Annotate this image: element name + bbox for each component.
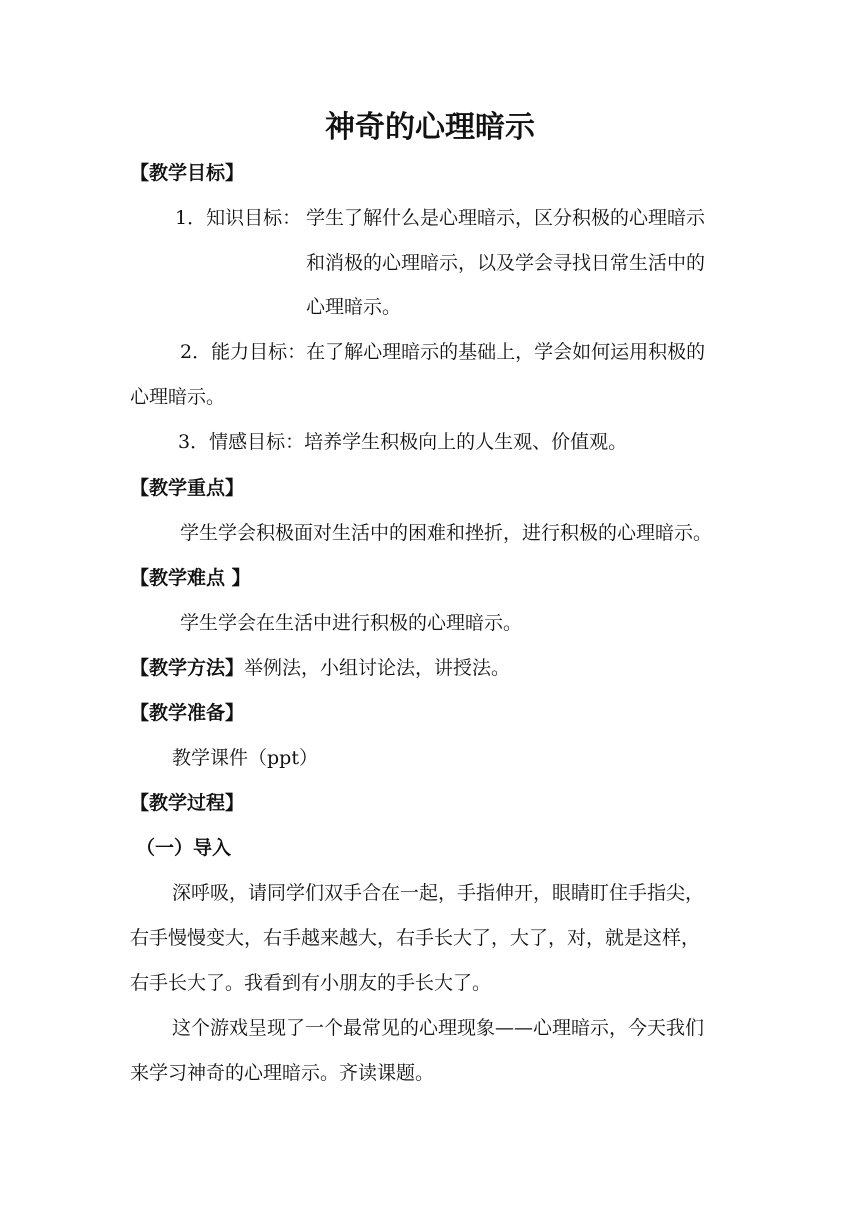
process-para-2-line-2: 来学习神奇的心理暗示。齐读课题。 [130,1062,435,1084]
objectives-heading: 【教学目标】 [130,162,245,184]
objective-1-line-3: 心理暗示。 [306,296,402,318]
objective-1-label: 1．知识目标： [175,207,302,229]
objective-2-line-2: 心理暗示。 [130,386,226,408]
process-para-1-line-3: 右手长大了。我看到有小朋友的手长大了。 [130,972,492,994]
key-points-text: 学生学会积极面对生活中的困难和挫折，进行积极的心理暗示。 [180,522,713,544]
difficulties-text: 学生学会在生活中进行积极的心理暗示。 [180,612,523,634]
process-heading: 【教学过程】 [130,792,245,814]
methods-text: 举例法，小组讨论法，讲授法。 [244,657,511,679]
methods-line [130,655,510,681]
methods-heading: 【教学方法】 [130,657,245,679]
objective-2-line-1: 2．能力目标：在了解心理暗示的基础上，学会如何运用积极的 [180,341,706,363]
process-para-1-line-2: 右手慢慢变大，右手越来越大，右手长大了，大了，对，就是这样， [130,927,701,949]
document-title: 神奇的心理暗示 [325,110,535,145]
key-points-heading: 【教学重点】 [130,477,245,499]
preparation-heading: 【教学准备】 [130,702,245,724]
process-para-2-line-1: 这个游戏呈现了一个最常见的心理现象——心理暗示，今天我们 [172,1017,705,1039]
objective-1-line-2: 和消极的心理暗示，以及学会寻找日常生活中的 [306,252,706,274]
process-subheading: （一）导入 [136,837,232,859]
difficulties-heading: 【教学难点 】 [130,567,251,589]
objective-3: 3．情感目标：培养学生积极向上的人生观、价值观。 [178,431,628,453]
objective-1-line-1: 学生了解什么是心理暗示，区分积极的心理暗示 [306,207,706,229]
preparation-text: 教学课件（ppt） [172,747,318,769]
process-para-1-line-1: 深呼吸，请同学们双手合在一起，手指伸开，眼睛盯住手指尖， [172,882,705,904]
